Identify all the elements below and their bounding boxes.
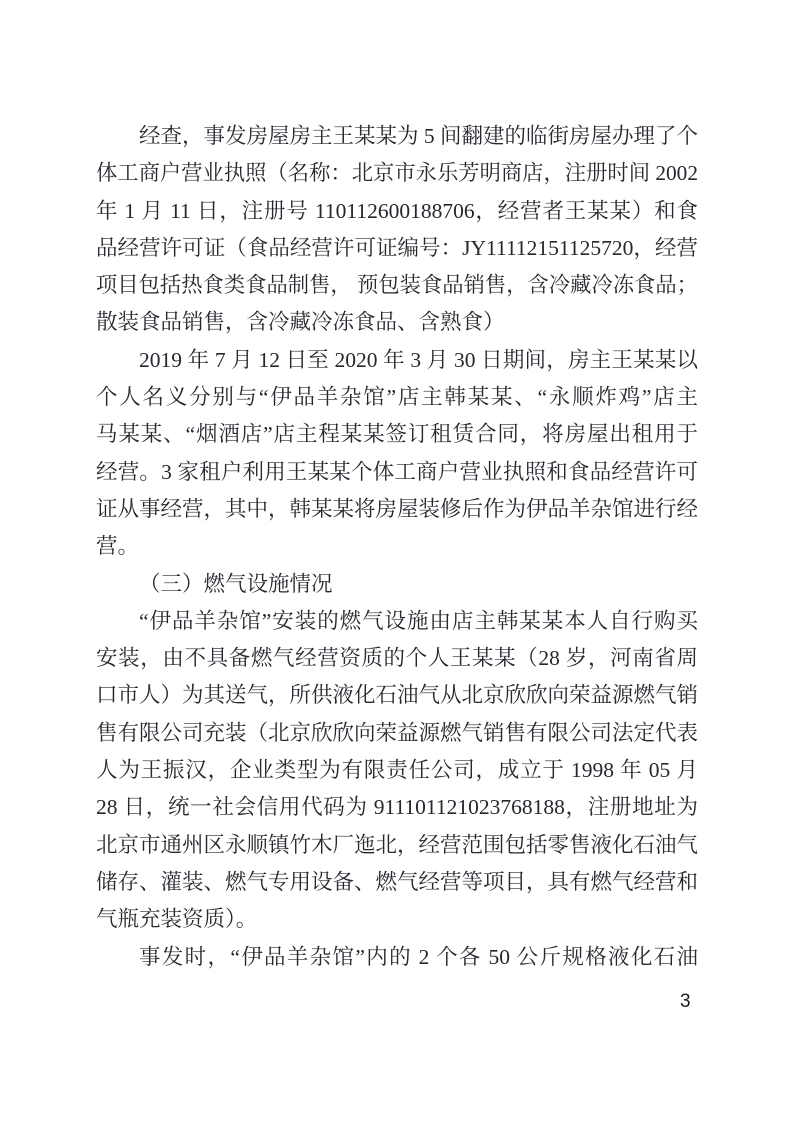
section-heading: （三）燃气设施情况 — [139, 571, 333, 596]
text-line: 气瓶充装资质）。 — [96, 907, 258, 932]
text-line: 售有限公司充装（北京欣欣向荣益源燃气销售有限公司法定代表 — [96, 720, 698, 745]
text-block — [96, 118, 698, 976]
page-number: 3 — [680, 991, 691, 1012]
text-line: 品经营许可证（食品经营许可证编号：JY11112151125720，经营 — [96, 235, 698, 260]
text-line: 事发时，“伊品羊杂馆”内的 2 个各 50 公斤规格液化石油 — [139, 944, 698, 969]
text-line: 安装，由不具备燃气经营资质的个人王某某（28 岁，河南省周 — [96, 646, 698, 671]
text-line: 经营。3 家租户利用王某某个体工商户营业执照和食品经营许可 — [96, 459, 698, 484]
text-line: 证从事经营，其中，韩某某将房屋装修后作为伊品羊杂馆进行经 — [96, 496, 698, 521]
text-line: 2019 年 7 月 12 日至 2020 年 3 月 30 日期间，房主王某某以 — [139, 347, 698, 372]
text-line: 经查，事发房屋房主王某某为 5 间翻建的临街房屋办理了个 — [139, 124, 698, 148]
text-line: 28 日，统一社会信用代码为 911101121023768188，注册地址为 — [96, 795, 698, 820]
text-line: 营。 — [96, 534, 140, 559]
text-line: 储存、灌装、燃气专用设备、燃气经营等项目，具有燃气经营和 — [96, 869, 698, 894]
text-line: 马某某、“烟酒店”店主程某某签订租赁合同，将房屋出租用于 — [96, 422, 698, 447]
text-line: 人为王振汉，企业类型为有限责任公司，成立于 1998 年 05 月 — [96, 758, 698, 783]
text-line: “伊品羊杂馆”安装的燃气设施由店主韩某某本人自行购买 — [139, 608, 698, 633]
text-line: 口市人）为其送气，所供液化石油气从北京欣欣向荣益源燃气销 — [96, 683, 698, 708]
text-line: 项目包括热食类食品制售， 预包装食品销售，含冷藏冷冻食品； — [96, 273, 698, 298]
text-line: 北京市通州区永顺镇竹木厂迤北，经营范围包括零售液化石油气 — [96, 832, 698, 857]
text-line: 体工商户营业执照（名称：北京市永乐芳明商店，注册时间 2002 — [96, 161, 698, 186]
text-line: 个人名义分别与“伊品羊杂馆”店主韩某某、“永顺炸鸡”店主 — [96, 385, 698, 410]
text-line: 年 1 月 11 日，注册号 110112600188706，经营者王某某）和食 — [96, 198, 698, 223]
text-line: 散装食品销售，含冷藏冷冻食品、含熟食） — [96, 310, 505, 335]
